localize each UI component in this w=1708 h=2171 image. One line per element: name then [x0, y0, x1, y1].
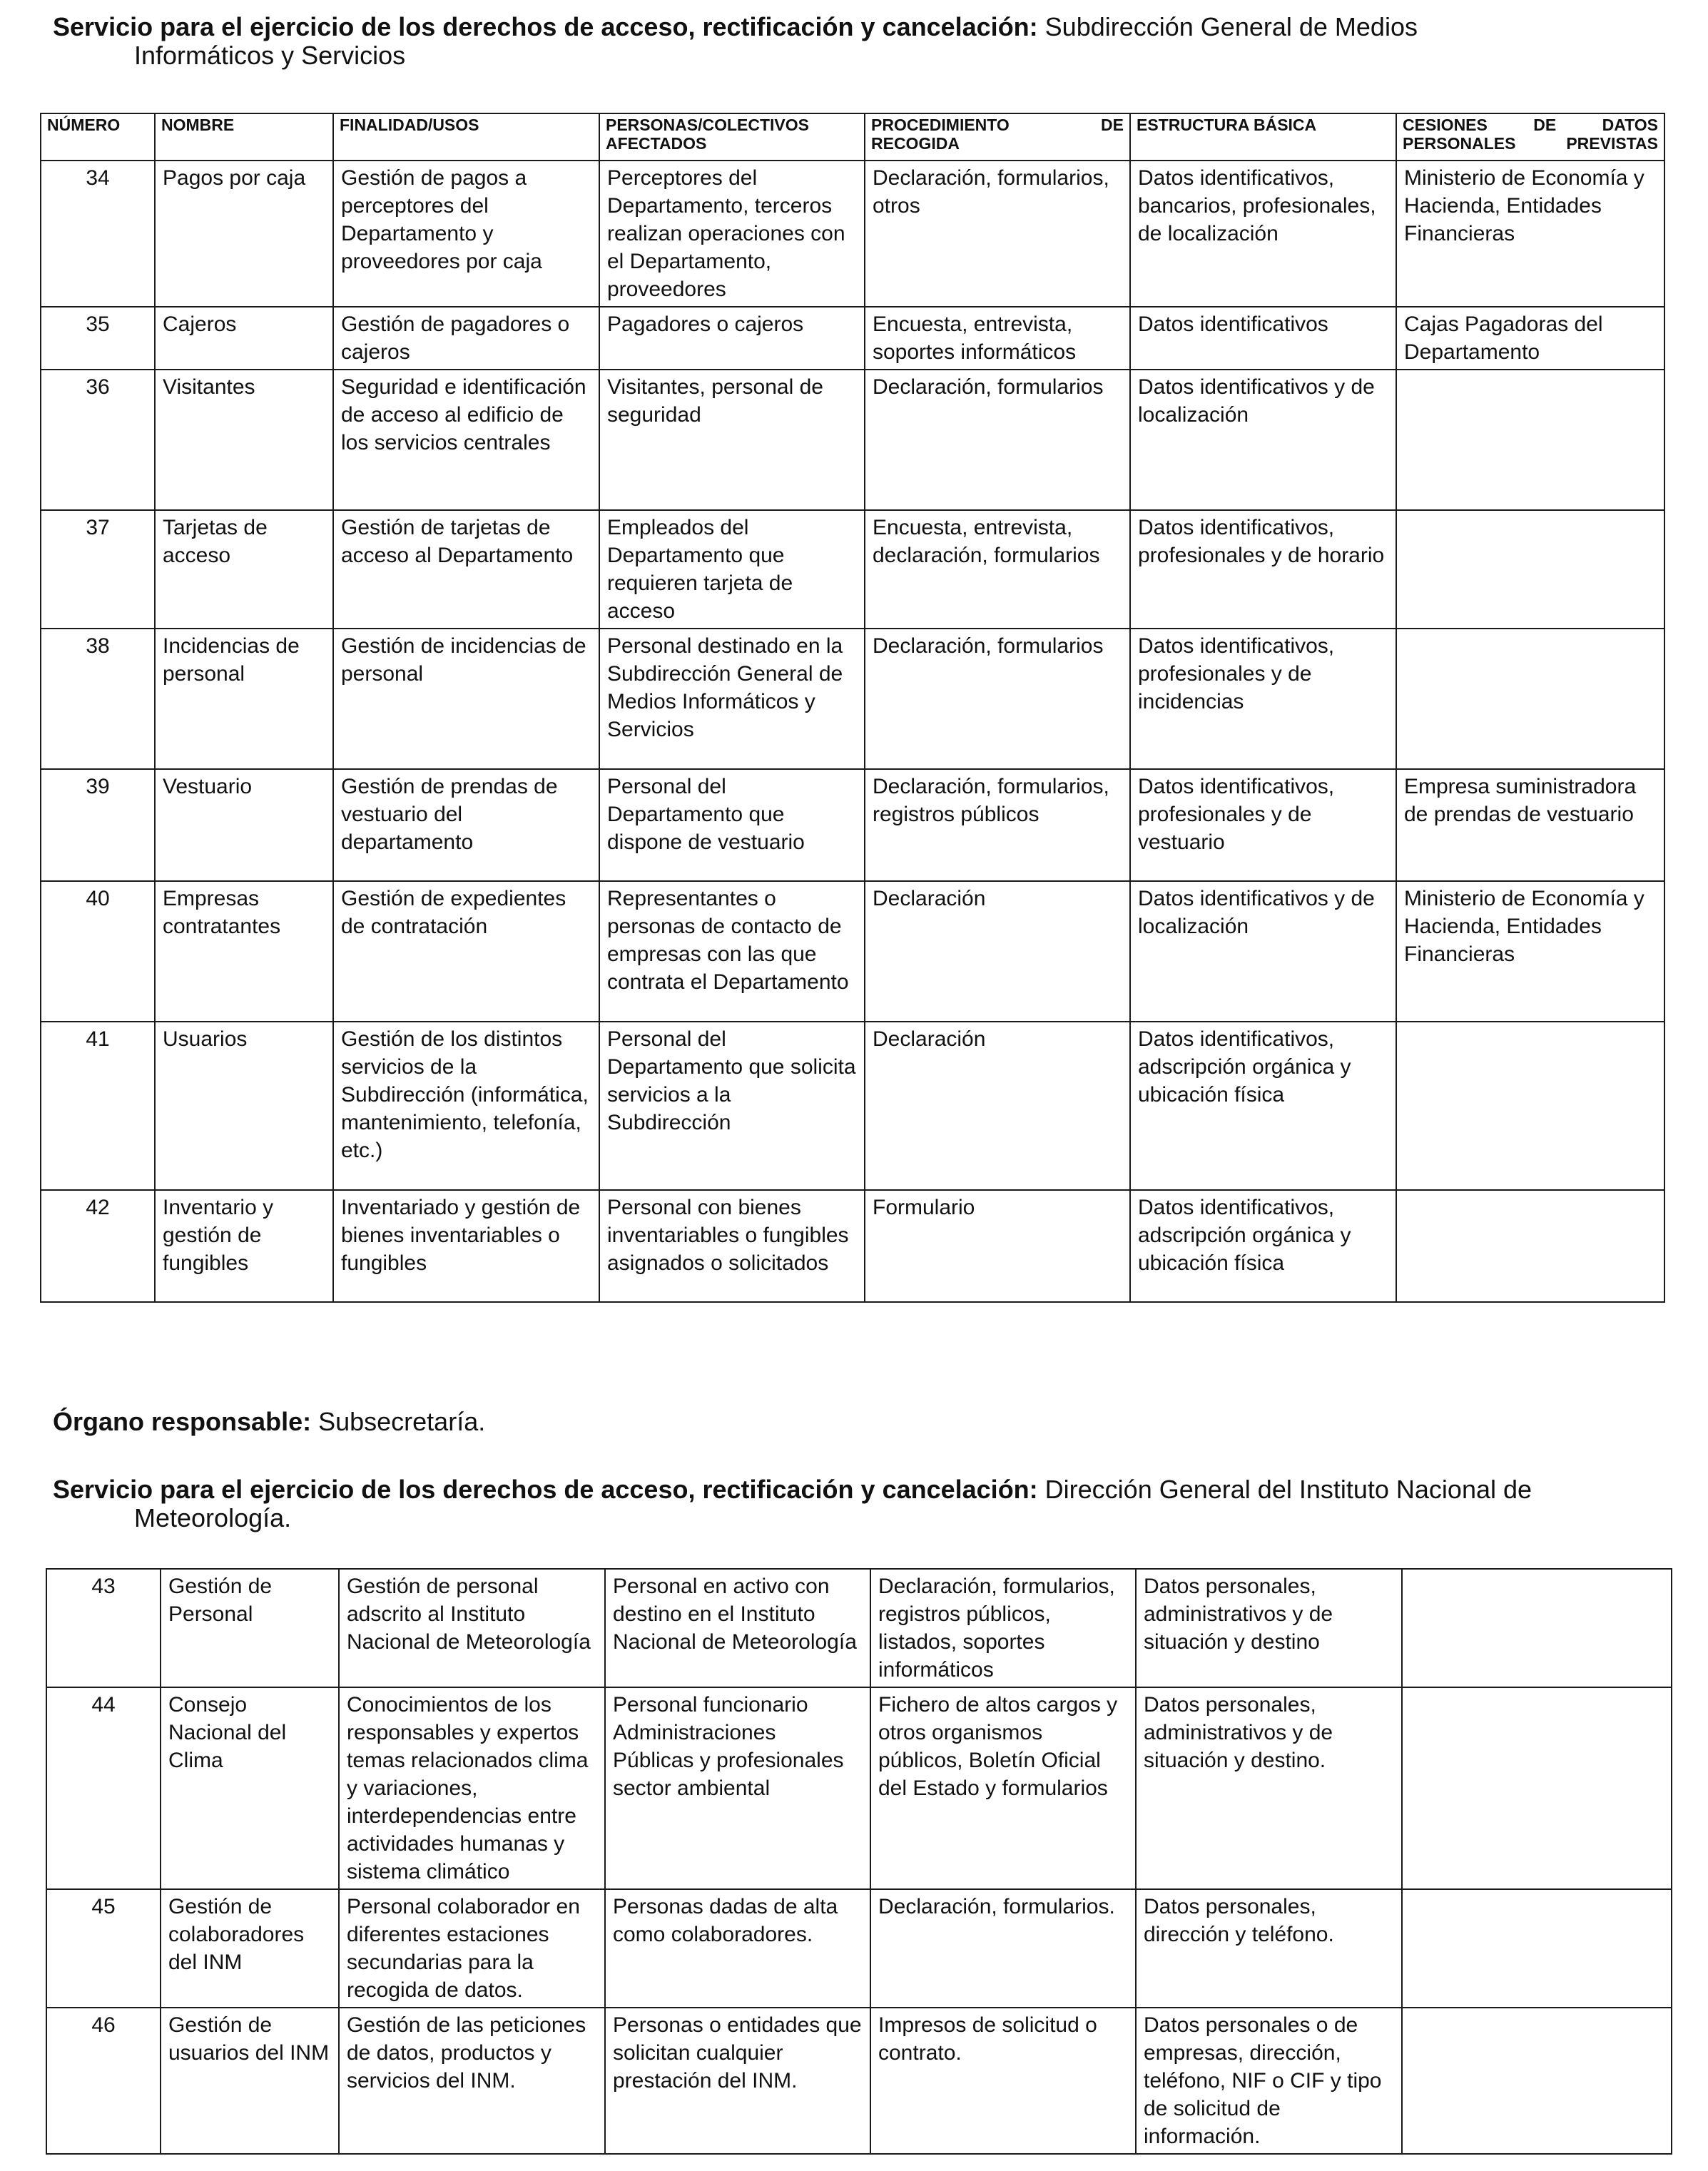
- cell-numero: 45: [46, 1889, 161, 2008]
- cell-personas: Personal funcionario Administraciones Públicas y profesionales sector ambiental: [605, 1687, 870, 1889]
- cell-finalidad: Seguridad e identificación de acceso al edificio de los servicios centrales: [333, 370, 599, 510]
- table-row: [46, 1687, 1672, 1889]
- cell-personas: Personal del Departamento que solicita servicios a la Subdirección: [599, 1022, 865, 1190]
- cell-estructura: Datos identificativos: [1130, 307, 1396, 370]
- cell-personas: Empleados del Departamento que requieren tarjeta de acceso: [599, 510, 865, 629]
- cell-estructura: Datos identificativos, adscripción orgánica y ubicación física: [1130, 1022, 1396, 1190]
- cell-personas: Personal destinado en la Subdirección General de Medios Informáticos y Servicios: [599, 629, 865, 769]
- cell-personas: Personal del Departamento que dispone de vestuario: [599, 769, 865, 881]
- cell-nombre: Gestión de usuarios del INM: [161, 2008, 339, 2154]
- cell-procedimiento: Declaración, formularios.: [870, 1889, 1136, 2008]
- service-value-continued: Informáticos y Servicios: [134, 41, 406, 70]
- cell-procedimiento: Declaración: [865, 1022, 1130, 1190]
- table-row: [41, 881, 1664, 1022]
- cell-estructura: Datos identificativos y de localización: [1130, 370, 1396, 510]
- table-row: [41, 307, 1664, 370]
- cell-finalidad: Conocimientos de los responsables y expertos temas relacionados clima y variaciones, interdependencias entre actividades humanas y sistema climático: [339, 1687, 605, 1889]
- cell-estructura: Datos identificativos, profesionales y de horario: [1130, 510, 1396, 629]
- cell-cesiones: [1396, 1022, 1664, 1190]
- cell-cesiones: [1402, 1569, 1672, 1687]
- cell-procedimiento: Encuesta, entrevista, declaración, formularios: [865, 510, 1130, 629]
- cell-nombre: Cajeros: [155, 307, 333, 370]
- cell-estructura: Datos identificativos, profesionales y de incidencias: [1130, 629, 1396, 769]
- cell-personas: Visitantes, personal de seguridad: [599, 370, 865, 510]
- table-row: [41, 629, 1664, 769]
- cell-procedimiento: Impresos de solicitud o contrato.: [870, 2008, 1136, 2154]
- header-numero: NÚMERO: [41, 113, 155, 161]
- cell-cesiones: Empresa suministradora de prendas de vestuario: [1396, 769, 1664, 881]
- organ-label: Órgano responsable:: [53, 1407, 312, 1436]
- service-heading-1: [53, 13, 1658, 70]
- cell-procedimiento: Declaración, formularios, otros: [865, 161, 1130, 307]
- cell-numero: 38: [41, 629, 155, 769]
- cell-finalidad: Gestión de pagos a perceptores del Departamento y proveedores por caja: [333, 161, 599, 307]
- header-procedimiento: PROCEDIMIENTO DE RECOGIDA: [865, 113, 1130, 161]
- cell-numero: 36: [41, 370, 155, 510]
- header-finalidad: FINALIDAD/USOS: [333, 113, 599, 161]
- cell-finalidad: Gestión de tarjetas de acceso al Departamento: [333, 510, 599, 629]
- table-row: [41, 510, 1664, 629]
- cell-personas: Personal en activo con destino en el Instituto Nacional de Meteorología: [605, 1569, 870, 1687]
- cell-nombre: Usuarios: [155, 1022, 333, 1190]
- cell-numero: 43: [46, 1569, 161, 1687]
- cell-personas: Personas o entidades que solicitan cualquier prestación del INM.: [605, 2008, 870, 2154]
- cell-procedimiento: Declaración, formularios, registros públicos: [865, 769, 1130, 881]
- cell-nombre: Consejo Nacional del Clima: [161, 1687, 339, 1889]
- cell-cesiones: [1396, 1190, 1664, 1302]
- cell-finalidad: Gestión de los distintos servicios de la Subdirección (informática, mantenimiento, telefonía, etc.): [333, 1022, 599, 1190]
- table-header-row: [41, 113, 1664, 161]
- cell-nombre: Gestión de Personal: [161, 1569, 339, 1687]
- cell-numero: 40: [41, 881, 155, 1022]
- cell-nombre: Empresas contratantes: [155, 881, 333, 1022]
- cell-cesiones: Cajas Pagadoras del Departamento: [1396, 307, 1664, 370]
- cell-cesiones: [1396, 370, 1664, 510]
- cell-estructura: Datos personales, administrativos y de situación y destino.: [1136, 1687, 1402, 1889]
- cell-finalidad: Gestión de expedientes de contratación: [333, 881, 599, 1022]
- cell-finalidad: Gestión de personal adscrito al Instituto Nacional de Meteorología: [339, 1569, 605, 1687]
- cell-finalidad: Gestión de pagadores o cajeros: [333, 307, 599, 370]
- cell-nombre: Pagos por caja: [155, 161, 333, 307]
- cell-cesiones: [1396, 629, 1664, 769]
- organ-responsible: [53, 1408, 485, 1436]
- cell-procedimiento: Declaración, formularios: [865, 370, 1130, 510]
- cell-finalidad: Gestión de las peticiones de datos, productos y servicios del INM.: [339, 2008, 605, 2154]
- service-heading-2: [53, 1475, 1658, 1532]
- cell-nombre: Vestuario: [155, 769, 333, 881]
- service-value: Dirección General del Instituto Nacional de: [1044, 1475, 1532, 1504]
- table-row: [41, 1022, 1664, 1190]
- cell-nombre: Incidencias de personal: [155, 629, 333, 769]
- cell-finalidad: Gestión de prendas de vestuario del departamento: [333, 769, 599, 881]
- cell-procedimiento: Fichero de altos cargos y otros organismos públicos, Boletín Oficial del Estado y formularios: [870, 1687, 1136, 1889]
- cell-procedimiento: Declaración: [865, 881, 1130, 1022]
- data-table-1: [40, 113, 1665, 1303]
- cell-procedimiento: Encuesta, entrevista, soportes informáticos: [865, 307, 1130, 370]
- cell-procedimiento: Formulario: [865, 1190, 1130, 1302]
- cell-estructura: Datos identificativos y de localización: [1130, 881, 1396, 1022]
- cell-cesiones: [1402, 2008, 1672, 2154]
- cell-estructura: Datos personales, dirección y teléfono.: [1136, 1889, 1402, 2008]
- service-value: Subdirección General de Medios: [1044, 12, 1418, 41]
- cell-cesiones: [1396, 510, 1664, 629]
- service-label: Servicio para el ejercicio de los derechos de acceso, rectificación y cancelación:: [53, 12, 1038, 41]
- service-label: Servicio para el ejercicio de los derechos de acceso, rectificación y cancelación:: [53, 1475, 1038, 1504]
- cell-finalidad: Inventariado y gestión de bienes inventariables o fungibles: [333, 1190, 599, 1302]
- table-row: [46, 1569, 1672, 1687]
- cell-cesiones: Ministerio de Economía y Hacienda, Entidades Financieras: [1396, 161, 1664, 307]
- cell-personas: Perceptores del Departamento, terceros realizan operaciones con el Departamento, proveedores: [599, 161, 865, 307]
- cell-personas: Representantes o personas de contacto de empresas con las que contrata el Departamento: [599, 881, 865, 1022]
- cell-numero: 41: [41, 1022, 155, 1190]
- organ-value: Subsecretaría.: [318, 1407, 486, 1436]
- table-row: [41, 370, 1664, 510]
- header-estructura: ESTRUCTURA BÁSICA: [1130, 113, 1396, 161]
- header-personas: PERSONAS/COLECTIVOS AFECTADOS: [599, 113, 865, 161]
- cell-numero: 42: [41, 1190, 155, 1302]
- cell-numero: 34: [41, 161, 155, 307]
- table-row: [41, 161, 1664, 307]
- cell-procedimiento: Declaración, formularios: [865, 629, 1130, 769]
- service-value-continued: Meteorología.: [134, 1503, 292, 1532]
- cell-personas: Pagadores o cajeros: [599, 307, 865, 370]
- data-table-2: [46, 1568, 1672, 2155]
- cell-cesiones: Ministerio de Economía y Hacienda, Entidades Financieras: [1396, 881, 1664, 1022]
- cell-numero: 35: [41, 307, 155, 370]
- cell-nombre: Gestión de colaboradores del INM: [161, 1889, 339, 2008]
- cell-numero: 44: [46, 1687, 161, 1889]
- cell-personas: Personal con bienes inventariables o fungibles asignados o solicitados: [599, 1190, 865, 1302]
- cell-nombre: Inventario y gestión de fungibles: [155, 1190, 333, 1302]
- table-row: [41, 1190, 1664, 1302]
- cell-cesiones: [1402, 1889, 1672, 2008]
- cell-estructura: Datos identificativos, bancarios, profesionales, de localización: [1130, 161, 1396, 307]
- cell-finalidad: Personal colaborador en diferentes estaciones secundarias para la recogida de datos.: [339, 1889, 605, 2008]
- cell-nombre: Tarjetas de acceso: [155, 510, 333, 629]
- cell-estructura: Datos identificativos, profesionales y de vestuario: [1130, 769, 1396, 881]
- header-nombre: NOMBRE: [155, 113, 333, 161]
- cell-procedimiento: Declaración, formularios, registros públicos, listados, soportes informáticos: [870, 1569, 1136, 1687]
- cell-estructura: Datos personales, administrativos y de situación y destino: [1136, 1569, 1402, 1687]
- cell-numero: 37: [41, 510, 155, 629]
- cell-estructura: Datos personales o de empresas, dirección, teléfono, NIF o CIF y tipo de solicitud de información.: [1136, 2008, 1402, 2154]
- cell-estructura: Datos identificativos, adscripción orgánica y ubicación física: [1130, 1190, 1396, 1302]
- cell-numero: 46: [46, 2008, 161, 2154]
- cell-personas: Personas dadas de alta como colaboradores.: [605, 1889, 870, 2008]
- table-row: [46, 1889, 1672, 2008]
- table-row: [46, 2008, 1672, 2154]
- cell-nombre: Visitantes: [155, 370, 333, 510]
- cell-numero: 39: [41, 769, 155, 881]
- header-cesiones: CESIONES DE DATOS PERSONALES PREVISTAS: [1396, 113, 1664, 161]
- cell-finalidad: Gestión de incidencias de personal: [333, 629, 599, 769]
- cell-cesiones: [1402, 1687, 1672, 1889]
- table-row: [41, 769, 1664, 881]
